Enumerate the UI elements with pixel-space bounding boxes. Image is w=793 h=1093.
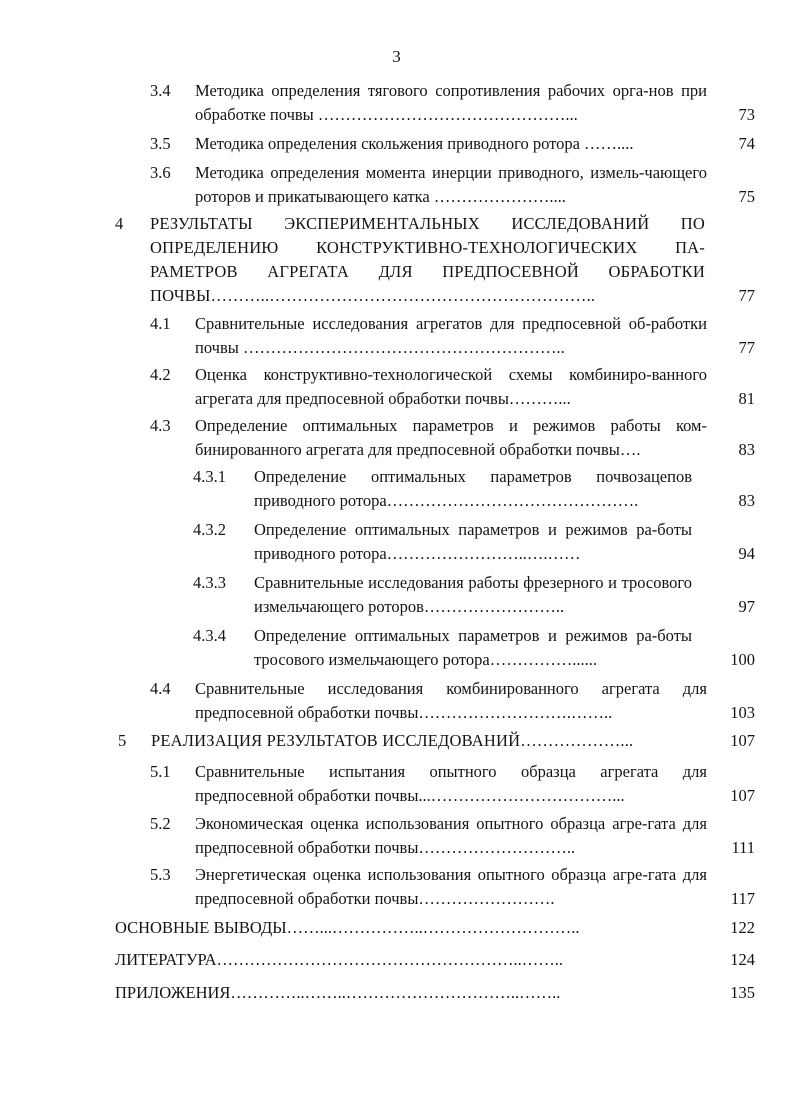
toc-entry-title: Сравнительные испытания опытного образца агрегата для предпосевной обработки почвы...……………………………...	[195, 762, 707, 805]
toc-entry-appendices[interactable]	[115, 981, 755, 1007]
toc-entry-4-3-4[interactable]	[193, 624, 755, 674]
toc-entry-number: 4.3.4	[193, 626, 226, 645]
toc-entry-title: Сравнительные исследования работы фрезерного и тросового измельчающего роторов……………………..	[254, 573, 692, 616]
toc-entry-4[interactable]	[115, 212, 755, 310]
toc-entry-4-2[interactable]	[150, 363, 755, 413]
toc-entry-title: РЕАЛИЗАЦИЯ РЕЗУЛЬТАТОВ ИССЛЕДОВАНИЙ………………...	[151, 731, 634, 750]
toc-entry-5-2[interactable]	[150, 812, 755, 862]
toc-entry-page: 122	[730, 918, 755, 937]
toc-entry-5[interactable]	[118, 729, 755, 755]
toc-entry-title: ЛИТЕРАТУРА………………………………………………..……..	[115, 950, 564, 969]
toc-entry-title: Методика определения скольжения приводного ротора ……....	[195, 134, 634, 153]
toc-entry-literature[interactable]	[115, 948, 755, 974]
toc-entry-page: 73	[738, 105, 755, 124]
toc-entry-page: 111	[731, 838, 755, 857]
toc-entry-number: 5	[118, 731, 127, 750]
toc-entry-number: 5.1	[150, 762, 171, 781]
toc-entry-page: 83	[738, 440, 755, 459]
toc-entry-3-6[interactable]	[150, 161, 755, 211]
toc-entry-page: 135	[730, 983, 755, 1002]
toc-entry-4-3-3[interactable]	[193, 571, 755, 621]
toc-entry-number: 3.5	[150, 134, 171, 153]
toc-entry-title: Определение оптимальных параметров и режимов ра-боты тросового измельчающего ротора……………......	[254, 626, 692, 669]
toc-entry-number: 5.3	[150, 865, 171, 884]
toc-entry-title: РЕЗУЛЬТАТЫ ЭКСПЕРИМЕНТАЛЬНЫХ ИССЛЕДОВАНИЙ ПО ОПРЕДЕЛЕНИЮ КОНСТРУКТИВНО-ТЕХНОЛОГИЧЕСКИХ ПА-РАМЕТРОВ АГРЕГАТА ДЛЯ ПРЕДПОСЕВНОЙ ОБРАБОТКИ ПОЧВЫ………..…………………………………………………..	[150, 214, 705, 305]
toc-entry-page: 94	[738, 544, 755, 563]
toc-entry-5-1[interactable]	[150, 760, 755, 810]
toc-entry-page: 81	[738, 389, 755, 408]
toc-entry-title: ОСНОВНЫЕ ВЫВОДЫ……...……………..………………………..	[115, 918, 580, 937]
toc-entry-4-3-2[interactable]	[193, 518, 755, 568]
toc-entry-page: 107	[730, 731, 755, 750]
toc-entry-title: Сравнительные исследования агрегатов для предпосевной об-работки почвы …………………………………………………..	[195, 314, 707, 357]
toc-entry-3-5[interactable]	[150, 132, 755, 158]
toc-entry-page: 75	[738, 187, 755, 206]
toc-entry-title: Методика определения момента инерции приводного, измель-чающего роторов и прикатывающего катка …………………....	[195, 163, 707, 206]
toc-entry-page: 77	[738, 286, 755, 305]
toc-entry-number: 4.3.3	[193, 573, 226, 592]
toc-entry-title: ПРИЛОЖЕНИЯ…………..……..…………………………..……..	[115, 983, 561, 1002]
toc-entry-title: Определение оптимальных параметров почвозацепов приводного ротора……………………………………….	[254, 467, 692, 510]
toc-entry-page: 117	[730, 889, 755, 908]
toc-entry-title: Методика определения тягового сопротивления рабочих орга-нов при обработке почвы ………………………………………...	[195, 81, 707, 124]
toc-entry-page: 77	[738, 338, 755, 357]
toc-entry-page: 100	[730, 650, 755, 669]
toc-entry-4-3[interactable]	[150, 414, 755, 464]
toc-entry-number: 4.3.1	[193, 467, 226, 486]
toc-entry-page: 124	[730, 950, 755, 969]
toc-entry-title: Сравнительные исследования комбинированного агрегата для предпосевной обработки почвы……………………….……..	[195, 679, 707, 722]
toc-entry-number: 3.6	[150, 163, 171, 182]
toc-entry-page: 107	[730, 786, 755, 805]
toc-entry-number: 4.2	[150, 365, 171, 384]
toc-entry-title: Оценка конструктивно-технологической схемы комбиниро-ванного агрегата для предпосевной обработки почвы………...	[195, 365, 707, 408]
toc-entry-page: 97	[738, 597, 755, 616]
toc-entry-number: 5.2	[150, 814, 171, 833]
toc-entry-4-1[interactable]	[150, 312, 755, 362]
toc-entry-4-3-1[interactable]	[193, 465, 755, 515]
toc-entry-3-4[interactable]	[150, 79, 755, 129]
toc-entry-page: 74	[738, 134, 755, 153]
toc-entry-title: Энергетическая оценка использования опытного образца агре-гата для предпосевной обработки почвы…………………….	[195, 865, 707, 908]
toc-entry-number: 4.4	[150, 679, 171, 698]
toc-entry-number: 4.1	[150, 314, 171, 333]
toc-entry-number: 4	[115, 214, 124, 233]
toc-entry-number: 4.3.2	[193, 520, 226, 539]
toc-entry-4-4[interactable]	[150, 677, 755, 727]
toc-entry-title: Определение оптимальных параметров и режимов ра-боты приводного ротора……………………..….……	[254, 520, 692, 563]
page-number: 3	[392, 47, 401, 66]
toc-entry-5-3[interactable]	[150, 863, 755, 913]
toc-entry-number: 3.4	[150, 81, 171, 100]
toc-entry-number: 4.3	[150, 416, 171, 435]
toc-entry-page: 83	[738, 491, 755, 510]
toc-entry-title: Экономическая оценка использования опытного образца агре-гата для предпосевной обработки почвы………………………..	[195, 814, 707, 857]
toc-entry-title: Определение оптимальных параметров и режимов работы ком-бинированного агрегата для предпосевной обработки почвы….	[195, 416, 707, 459]
toc-entry-conclusions[interactable]	[115, 916, 755, 942]
toc-entry-page: 103	[730, 703, 755, 722]
